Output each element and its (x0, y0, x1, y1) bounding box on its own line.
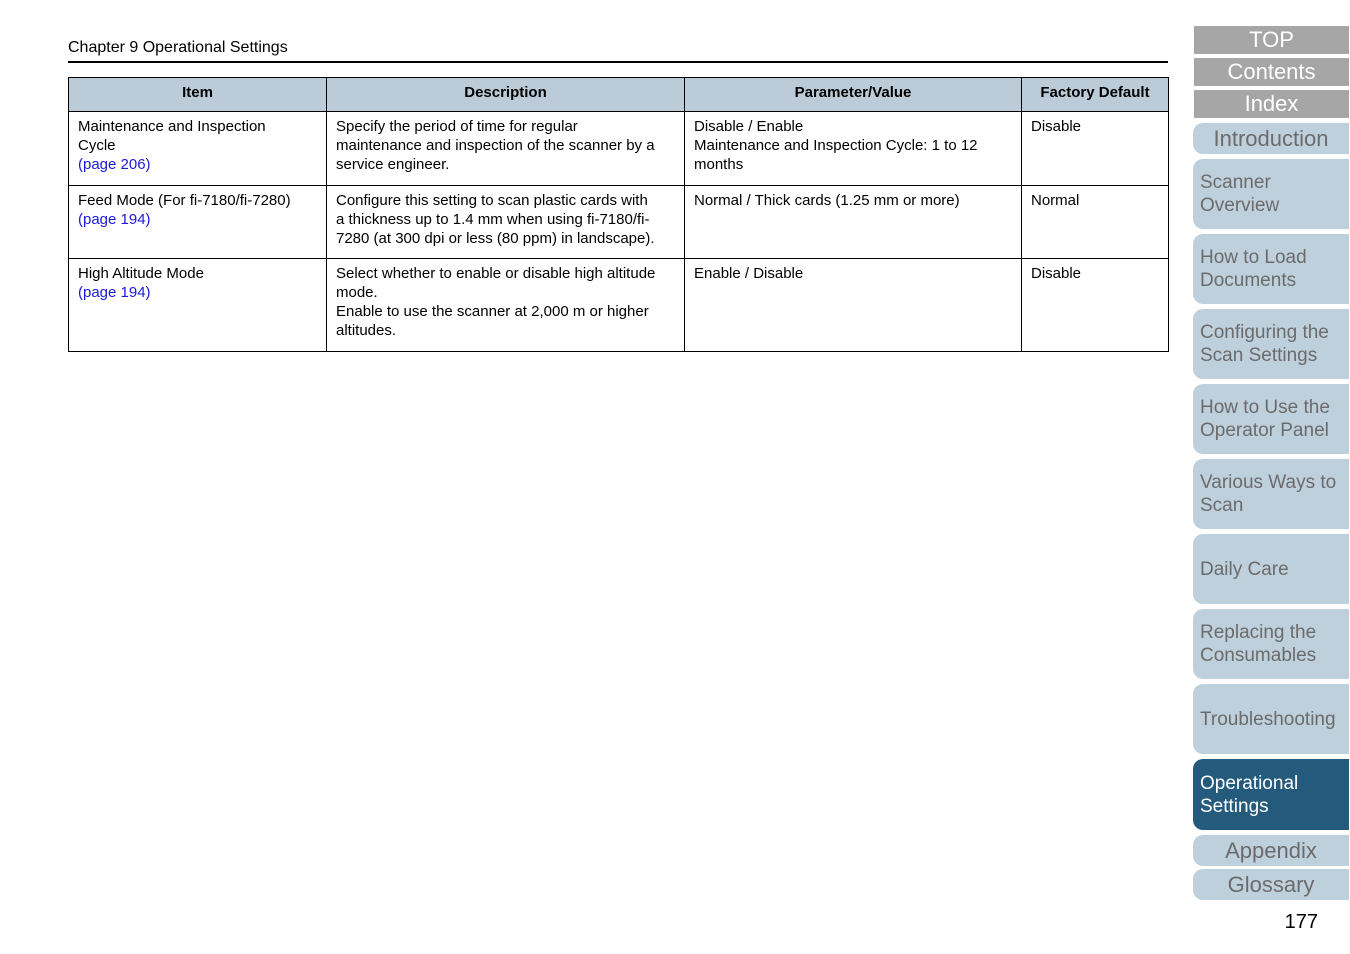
item-cell (69, 112, 327, 186)
nav-tab-troubleshooting[interactable] (1193, 684, 1349, 754)
description-text: maintenance and inspection of the scanner by a (336, 137, 655, 154)
nav-tab-glossary[interactable] (1193, 869, 1349, 900)
page-number: 177 (1284, 911, 1318, 933)
parameter-text: months (694, 156, 744, 173)
page-link[interactable]: (page 206) (78, 156, 151, 173)
item-text: Cycle (78, 137, 116, 154)
nav-tab-label: Settings (1200, 795, 1269, 817)
parameter-cell (685, 186, 1022, 259)
default-cell (1022, 112, 1169, 186)
column-header-parameter: Parameter/Value (685, 78, 1022, 112)
nav-tab-load-documents[interactable] (1193, 234, 1349, 304)
parameter-text: Enable / Disable (694, 265, 804, 282)
table-row (69, 259, 1169, 352)
header-divider (68, 61, 1168, 63)
parameter-text: Normal / Thick cards (1.25 mm or more) (694, 192, 960, 209)
description-cell (327, 186, 685, 259)
parameter-text: Maintenance and Inspection Cycle: 1 to 12 (694, 137, 978, 154)
description-text: Specify the period of time for regular (336, 118, 578, 135)
description-text: a thickness up to 1.4 mm when using fi-7180/fi- (336, 211, 650, 228)
nav-tab-label: Configuring the (1200, 322, 1329, 343)
column-header-default: Factory Default (1022, 78, 1169, 112)
table-row (69, 112, 1169, 186)
nav-tab-label: Overview (1200, 195, 1280, 216)
parameter-cell (685, 259, 1022, 352)
nav-tab-label: Daily Care (1200, 558, 1289, 580)
description-text: altitudes. (336, 322, 397, 339)
nav-tab-scan-settings[interactable] (1193, 309, 1349, 379)
default-cell (1022, 259, 1169, 352)
nav-top-button[interactable]: TOP (1194, 26, 1349, 54)
nav-tab-label: Scan Settings (1200, 345, 1318, 366)
nav-tab-label: Various Ways to (1200, 472, 1337, 493)
item-cell (69, 186, 327, 259)
default-text: Disable (1031, 265, 1082, 282)
description-cell (327, 259, 685, 352)
description-text: mode. (336, 284, 378, 301)
description-cell (327, 112, 685, 186)
nav-tab-ways-to-scan[interactable] (1193, 459, 1349, 529)
nav-tab-label: Introduction (1213, 125, 1329, 151)
item-text: High Altitude Mode (78, 265, 204, 282)
nav-tab-consumables[interactable] (1193, 609, 1349, 679)
nav-tab-label: Operator Panel (1200, 420, 1329, 441)
nav-tab-operator-panel[interactable] (1193, 384, 1349, 454)
nav-tab-label: Scanner (1200, 172, 1271, 193)
column-header-description: Description (327, 78, 685, 112)
nav-tab-label: Troubleshooting (1200, 708, 1336, 730)
nav-tab-label: Appendix (1225, 837, 1317, 863)
description-text: Configure this setting to scan plastic cards with (336, 192, 648, 209)
default-text: Disable (1031, 118, 1082, 135)
item-text: Feed Mode (For fi-7180/fi-7280) (78, 192, 291, 209)
item-cell (69, 259, 327, 352)
table-header-row (69, 78, 1169, 112)
nav-contents-button[interactable]: Contents (1194, 58, 1349, 86)
default-text: Normal (1031, 192, 1080, 209)
nav-tab-introduction[interactable] (1193, 123, 1349, 154)
default-cell (1022, 186, 1169, 259)
parameter-text: Disable / Enable (694, 118, 804, 135)
chapter-header: Chapter 9 Operational Settings (68, 39, 288, 56)
nav-tab-appendix[interactable] (1193, 835, 1349, 866)
nav-index-button[interactable]: Index (1194, 90, 1349, 118)
description-text: Enable to use the scanner at 2,000 m or higher (336, 303, 649, 320)
description-text: service engineer. (336, 156, 450, 173)
nav-tab-daily-care[interactable] (1193, 534, 1349, 604)
nav-tab-scanner-overview[interactable] (1193, 159, 1349, 229)
nav-tab-label: Scan (1200, 495, 1244, 516)
nav-tab-label: Operational (1200, 772, 1299, 794)
description-text: Select whether to enable or disable high altitude (336, 265, 656, 282)
description-text: 7280 (at 300 dpi or less (80 ppm) in landscape). (336, 230, 655, 247)
table-row (69, 186, 1169, 259)
nav-tab-operational-settings[interactable] (1193, 759, 1349, 830)
nav-tab-label: How to Load (1200, 247, 1307, 268)
parameter-cell (685, 112, 1022, 186)
settings-table (68, 77, 1169, 352)
nav-tab-label: Documents (1200, 270, 1297, 291)
item-text: Maintenance and Inspection (78, 118, 266, 135)
page-link[interactable]: (page 194) (78, 211, 151, 228)
page-link[interactable]: (page 194) (78, 284, 151, 301)
nav-tab-label: Consumables (1200, 645, 1317, 666)
nav-tab-label: Replacing the (1200, 622, 1317, 643)
nav-tab-label: How to Use the (1200, 397, 1330, 418)
nav-tab-label: Glossary (1227, 871, 1315, 897)
column-header-item: Item (69, 78, 327, 112)
